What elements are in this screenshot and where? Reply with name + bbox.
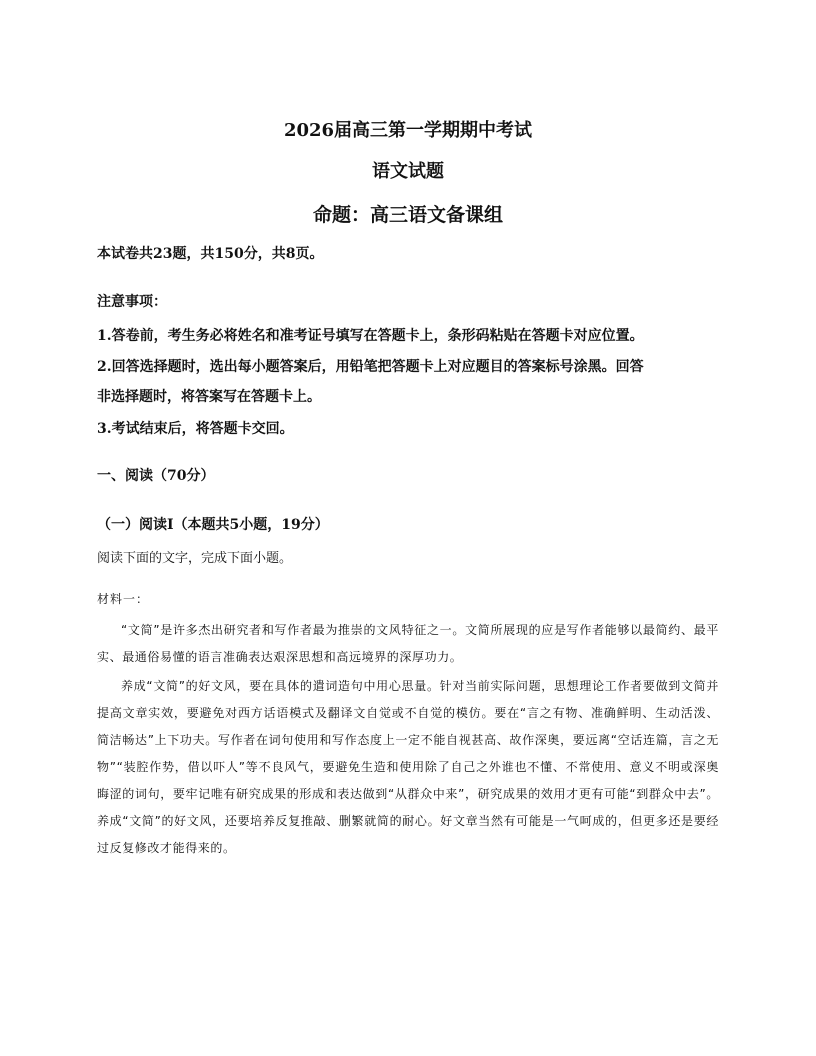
passage-paragraph-1: “文简”是许多杰出研究者和写作者最为推崇的文风特征之一。文简所展现的应是写作者能够以最简约、最平实、最通俗易懂的语言准确表达艰深思想和高远境界的深厚功力。 bbox=[97, 623, 719, 664]
material-label: 材料一： bbox=[97, 592, 150, 606]
note-2-line-1: 2.回答选择题时，选出每小题答案后，用铅笔把答题卡上对应题目的答案标号涂黑。回答 bbox=[97, 359, 644, 375]
note-3: 3.考试结束后，将答题卡交回。 bbox=[97, 421, 294, 437]
reading-instruction: 阅读下面的文字，完成下面小题。 bbox=[97, 551, 293, 566]
author-line: 命题：高三语文备课组 bbox=[312, 204, 503, 226]
note-2-line-2: 非选择题时，将答案写在答题卡上。 bbox=[97, 389, 321, 405]
section-heading: 一、阅读（70分） bbox=[97, 468, 215, 484]
subject-title: 语文试题 bbox=[372, 161, 444, 182]
note-1: 1.答卷前，考生务必将姓名和准考证号填写在答题卡上，条形码粘贴在答题卡对应位置。 bbox=[97, 328, 644, 344]
exam-summary: 本试卷共23题，共150分，共8页。 bbox=[97, 246, 324, 262]
passage-paragraph-2: 养成“文简”的好文风，要在具体的遣词造句中用心思量。针对当前实际问题，思想理论工作者要做到文简并提高文章实效，要避免对西方话语模式及翻译文自觉或不自觉的模仿。要在“言之有物、准确鲜明、生动活泼、简洁畅达”上下功夫。写作者在词句使用和写作态度上一定不能自视甚高、故作深奥，要远离“空话连篇，言之无物”“装腔作势，借以吓人”等不良风气，要避免生造和使用除了自己之外谁也不懂、不常使用、意义不明或深奥晦涩的词句，要牢记唯有研究成果的形成和表达做到“从群众中来”，研究成果的效用才更有可能“到群众中去”。养成“文简”的好文风，还要培养反复推敲、删繁就简的耐心。好文章当然有可能是一气呵成的，但更多还是要经过反复修改才能得来的。 bbox=[97, 679, 719, 855]
exam-title: 2026届高三第一学期期中考试 bbox=[283, 120, 533, 141]
subsection-heading: （一）阅读Ⅰ（本题共5小题，19分） bbox=[97, 517, 329, 533]
notes-heading: 注意事项： bbox=[97, 294, 167, 310]
